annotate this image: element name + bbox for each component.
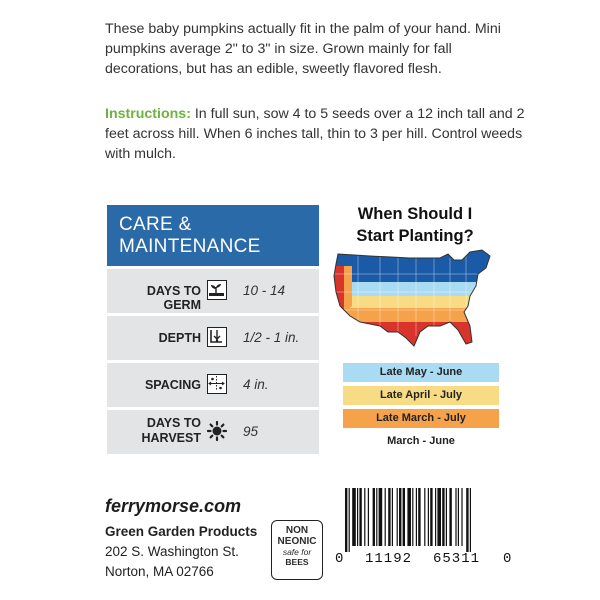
address-line1: 202 S. Washington St. (105, 544, 239, 559)
spacing-label: SPACING (144, 378, 201, 392)
care-title-line2: MAINTENANCE (119, 236, 261, 257)
us-planting-zone-map (330, 246, 498, 354)
sprout-icon (207, 280, 227, 300)
germination-label: DAYS TO GERM (146, 284, 201, 312)
harvest-label-line2: HARVEST (141, 431, 201, 445)
badge-line2: NEONIC (277, 536, 317, 547)
harvest-label-line1: DAYS TO (146, 416, 201, 430)
care-maintenance-panel (107, 205, 319, 454)
harvest-label (107, 416, 201, 446)
care-row-spacing (107, 363, 319, 407)
depth-label: DEPTH (158, 331, 201, 345)
product-description: These baby pumpkins actually fit in the palm of your hand. Mini pumpkins average 2" to 3" in size. Grown mainly for fall decorations, but has an edible, sweetly flavored flesh. (105, 21, 501, 77)
care-row-harvest (107, 410, 319, 454)
spacing-value: 4 in. (243, 377, 269, 392)
care-header (107, 205, 319, 266)
badge-line3: safe for (282, 547, 312, 557)
instructions-text: In full sun, sow 4 to 5 seeds over a 12 inch tall and 2 feet across hill. When 6 inches tall, thin to 3 per hill. Control weeds with mulch. (105, 106, 525, 162)
care-title-line1: CARE & (119, 214, 192, 235)
depth-icon (207, 327, 227, 347)
upc-barcode (337, 488, 511, 566)
instructions-label: Instructions: (105, 106, 191, 122)
address-line2: Norton, MA 02766 (105, 564, 214, 579)
care-row-depth (107, 316, 319, 360)
zone-late-may: Late May - June (343, 363, 499, 382)
barcode-left-digit: 0 (335, 551, 344, 567)
sun-icon (207, 421, 227, 441)
planting-title-line2: Start Planting? (356, 227, 474, 245)
barcode-right-digit: 0 (503, 551, 512, 567)
company-address (105, 522, 257, 582)
planting-title-line1: When Should I (357, 205, 473, 223)
planting-instructions (105, 104, 525, 164)
zone-march: March - June (343, 432, 499, 451)
badge-line4: BEES (285, 557, 309, 567)
harvest-value: 95 (243, 424, 259, 439)
planting-zone-legend (343, 363, 499, 455)
germination-value: 10 - 14 (243, 283, 286, 298)
website-url: ferrymorse.com (105, 496, 242, 516)
company-name: Green Garden Products (105, 524, 258, 539)
planting-title (330, 203, 500, 247)
zone-late-april: Late April - July (343, 386, 499, 405)
depth-value: 1/2 - 1 in. (243, 330, 300, 345)
zone-late-march: Late March - July (343, 409, 499, 428)
barcode-group1: 11192 (365, 551, 413, 567)
barcode-bars (337, 488, 511, 552)
badge-line1: NON (285, 525, 309, 536)
barcode-group2: 65311 (433, 551, 481, 567)
non-neonic-badge (271, 520, 323, 580)
spacing-icon (207, 374, 227, 394)
care-row-germination (107, 269, 319, 313)
